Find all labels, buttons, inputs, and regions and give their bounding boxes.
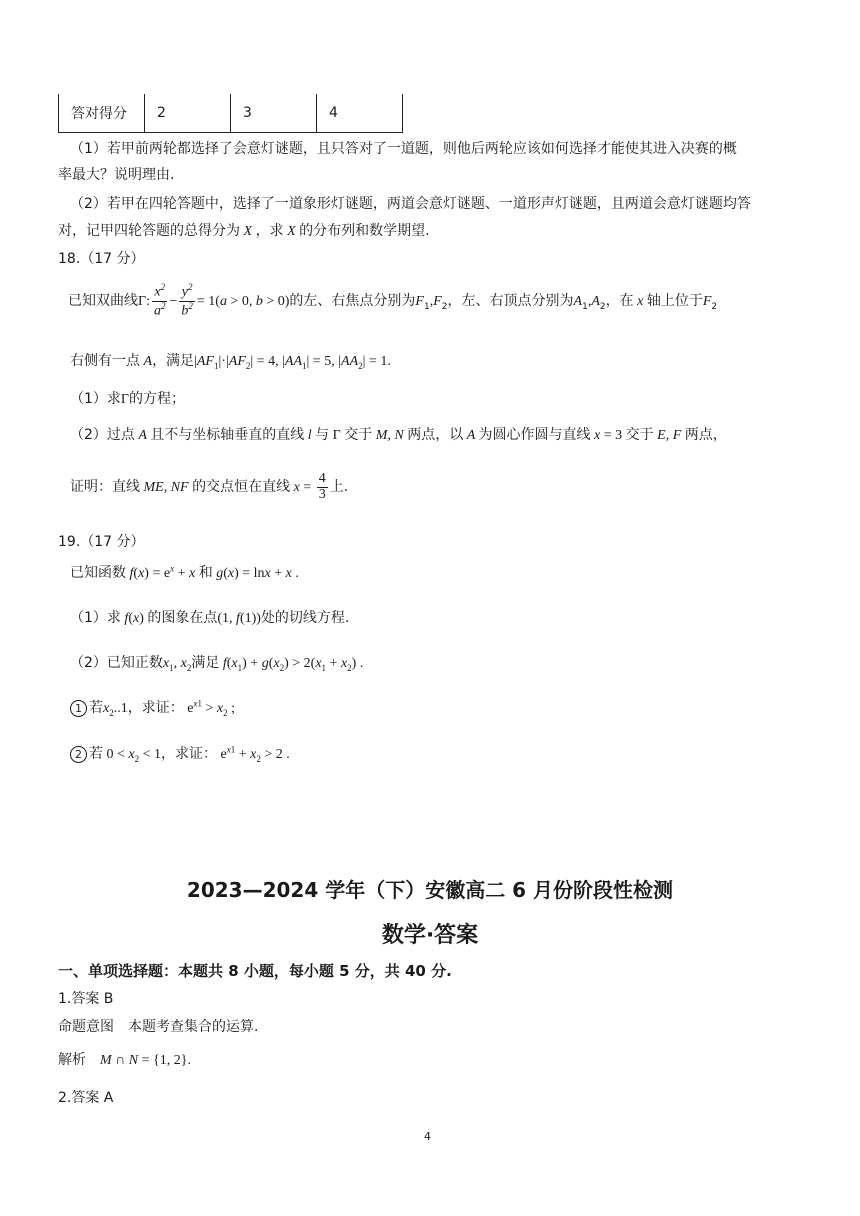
section-heading: 一、单项选择题：本题共 8 小题，每小题 5 分，共 40 分. — [58, 962, 452, 980]
answer-1-intent: 命题意图 本题考查集合的运算. — [58, 1019, 259, 1035]
table-row — [59, 94, 403, 133]
answer-subtitle: 数学·答案 — [381, 923, 479, 948]
q17-part2-line1: （2）若甲在四轮答题中，选择了一道象形灯谜题，两道会意灯谜题、一道形声灯谜题，且两道会意灯谜题均答 — [70, 196, 751, 212]
q19-line1: 已知函数 $f(x) = e^x + x$ 和 g(x) = lnx + x . — [70, 563, 299, 581]
q17-part2-line2: 对，记甲四轮答题的总得分为 X ，求 X 的分布列和数学期望. — [58, 223, 430, 239]
q17-part1-line2: 率最大？说明理由. — [58, 167, 175, 183]
table-cell: 2 — [145, 94, 231, 133]
circled-number: 1 — [70, 700, 87, 717]
circled-number: 2 — [70, 746, 87, 763]
q18-part2-line1: （2）过点 A 且不与坐标轴垂直的直线 l 与 Γ 交于 M, N 两点，以 A 为圆心作圆与直线 x = 3 交于 E, F 两点， — [70, 427, 727, 443]
q19-part1: （1）求 f(x) 的图象在点(1, f(1))处的切线方程. — [70, 610, 350, 626]
q18-part1: （1）求Γ的方程； — [70, 391, 186, 407]
q18-heading: 18.（17 分） — [58, 251, 145, 267]
q18-line2: 右侧有一点 A，满足$|AF_1|\cdot|AF_2| = 4$, $|AA_1| = 5$, $|AA_2| = 1$. — [70, 353, 391, 371]
table-cell: 4 — [317, 94, 403, 133]
table-cell: 3 — [231, 94, 317, 133]
q18-line1: 已知双曲线Γ: $\frac{x^2}{a^2}$ − $\frac{y^2}{b^2}$ = 1(a > 0, b > 0)的左、右焦点分别为$F_1,F_2$，左、右顶点分别为$A_1,A_2$，在 x 轴上位于$F_2$ — [68, 282, 718, 319]
answer-2: 2.答案 A — [58, 1090, 114, 1106]
q17-part1-line1: （1）若甲前两轮都选择了会意灯谜题，且只答对了一道题，则他后两轮应该如何选择才能使其进入决赛的概 — [70, 141, 737, 157]
q19-sub1: 1 若$x_2..1$，求证： $e^{x1} > x_2$ ; — [70, 697, 235, 718]
q19-part2: （2）已知正数$x_1$, $x_2$满足 $f(x_1) + g(x_2) > 2(x_1 + x_2)$ . — [70, 655, 364, 673]
answer-1: 1.答案 B — [58, 991, 114, 1007]
table-row-label: 答对得分 — [59, 94, 145, 133]
q19-sub2: 2 若 $0 < x_2 < 1$，求证： $e^{x1} + x_2 > 2$ . — [70, 743, 290, 764]
page-number: 4 — [424, 1130, 431, 1143]
score-table — [58, 94, 403, 133]
q18-part2-line2: 证明：直线 ME, NF 的交点恒在直线 x = $\frac{4}{3}$ 上. — [70, 470, 349, 502]
answer-title: 2023—2024 学年（下）安徽高二 6 月份阶段性检测 — [186, 878, 674, 902]
q19-heading: 19.（17 分） — [58, 534, 145, 550]
answer-1-solution: 解析 M ∩ N = {1, 2}. — [58, 1052, 191, 1068]
